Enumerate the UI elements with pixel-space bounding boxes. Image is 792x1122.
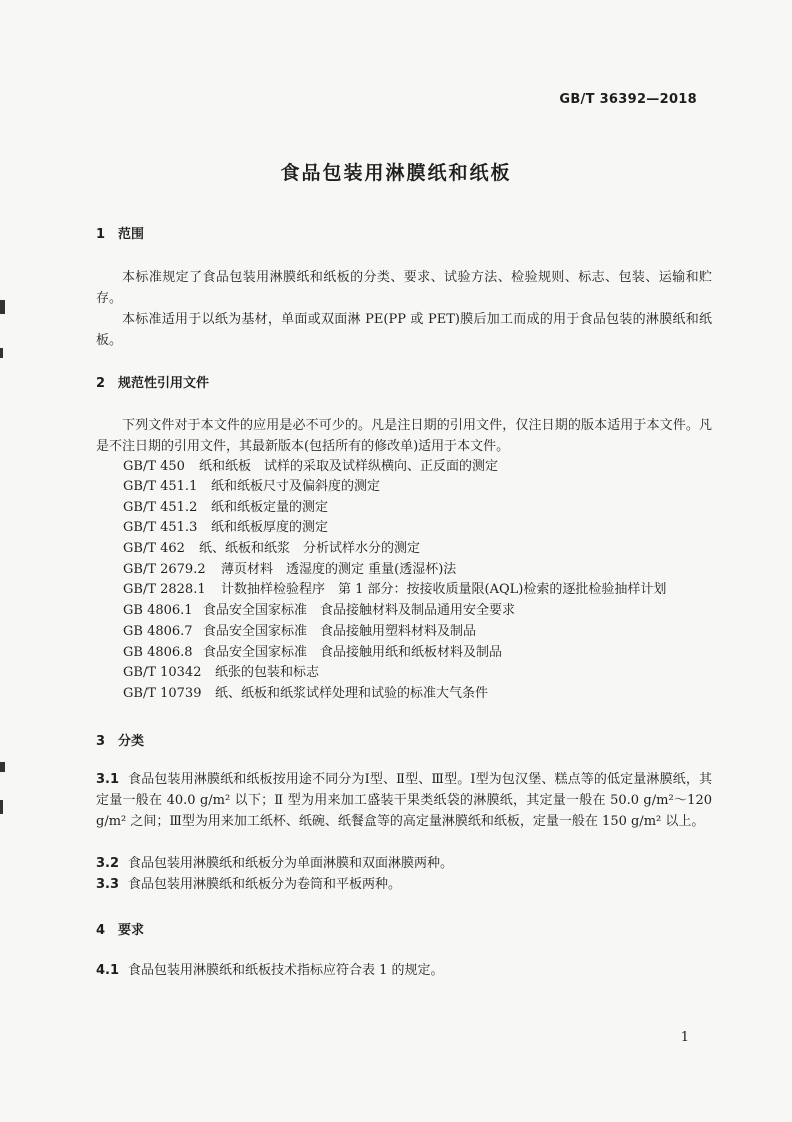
scan-edge-mark bbox=[0, 800, 3, 814]
scan-edge-mark bbox=[0, 300, 5, 314]
reference-code: GB/T 10342 bbox=[123, 665, 202, 680]
section-number: 4 bbox=[96, 923, 106, 938]
scan-edge-mark bbox=[0, 348, 3, 358]
reference-code: GB/T 462 bbox=[123, 541, 185, 556]
reference-title: 食品安全国家标准 食品接触材料及制品通用安全要求 bbox=[203, 603, 516, 618]
reference-code: GB/T 2679.2 bbox=[123, 562, 206, 577]
reference-item bbox=[123, 622, 476, 643]
section-number: 1 bbox=[96, 227, 106, 242]
reference-item bbox=[123, 684, 488, 705]
reference-title: 计数抽样检验程序 第 1 部分：按接收质量限(AQL)检索的逐批检验抽样计划 bbox=[221, 582, 667, 597]
clause-3-2 bbox=[96, 853, 712, 874]
section-title: 分类 bbox=[118, 734, 145, 749]
reference-item bbox=[123, 477, 380, 498]
reference-item bbox=[123, 539, 420, 560]
section-4-heading bbox=[96, 919, 144, 938]
section-2-heading bbox=[96, 372, 209, 391]
reference-code: GB/T 451.3 bbox=[123, 520, 198, 535]
reference-title: 纸张的包装和标志 bbox=[215, 665, 320, 680]
reference-title: 薄页材料 透湿度的测定 重量(透湿杯)法 bbox=[221, 562, 457, 577]
reference-title: 食品安全国家标准 食品接触用塑料材料及制品 bbox=[203, 624, 477, 639]
reference-item bbox=[123, 498, 328, 519]
clause-text: 食品包装用淋膜纸和纸板分为单面淋膜和双面淋膜两种。 bbox=[128, 856, 454, 871]
section-1-heading bbox=[96, 223, 144, 242]
reference-code: GB/T 451.2 bbox=[123, 500, 198, 515]
clause-number: 3.3 bbox=[96, 877, 120, 892]
clause-number: 3.2 bbox=[96, 856, 120, 871]
clause-number: 3.1 bbox=[96, 772, 120, 787]
reference-title: 纸和纸板 试样的采取及试样纵横向、正反面的测定 bbox=[199, 459, 499, 474]
reference-item bbox=[123, 601, 515, 622]
reference-code: GB/T 2828.1 bbox=[123, 582, 206, 597]
clause-3-1 bbox=[96, 769, 712, 832]
reference-code: GB 4806.7 bbox=[123, 624, 193, 639]
reference-item bbox=[123, 560, 456, 581]
reference-title: 纸和纸板尺寸及偏斜度的测定 bbox=[211, 479, 381, 494]
reference-code: GB/T 450 bbox=[123, 459, 185, 474]
section-title: 范围 bbox=[118, 227, 145, 242]
reference-code: GB/T 451.1 bbox=[123, 479, 198, 494]
scope-paragraph-2: 本标准适用于以纸为基材，单面或双面淋 PE(PP 或 PET)膜后加工而成的用于食品包装的淋膜纸和纸板。 bbox=[96, 312, 712, 348]
document-title: 食品包装用淋膜纸和纸板 bbox=[280, 162, 512, 184]
reference-code: GB 4806.1 bbox=[123, 603, 193, 618]
section-3-heading bbox=[96, 730, 144, 749]
reference-title: 纸、纸板和纸浆试样处理和试验的标准大气条件 bbox=[215, 686, 489, 701]
reference-title: 纸和纸板厚度的测定 bbox=[211, 520, 329, 535]
reference-title: 纸、纸板和纸浆 分析试样水分的测定 bbox=[199, 541, 421, 556]
reference-code: GB 4806.8 bbox=[123, 645, 193, 660]
reference-code: GB/T 10739 bbox=[123, 686, 202, 701]
reference-title: 纸和纸板定量的测定 bbox=[211, 500, 329, 515]
section-title: 要求 bbox=[118, 923, 145, 938]
reference-title: 食品安全国家标准 食品接触用纸和纸板材料及制品 bbox=[203, 645, 503, 660]
section-number: 2 bbox=[96, 376, 106, 391]
reference-item bbox=[123, 457, 498, 478]
section-number: 3 bbox=[96, 734, 106, 749]
reference-item bbox=[123, 643, 502, 664]
reference-item bbox=[123, 663, 319, 684]
clause-4-1 bbox=[96, 960, 712, 981]
reference-item bbox=[123, 518, 328, 539]
reference-item bbox=[123, 580, 666, 601]
page-number: 1 bbox=[680, 1030, 689, 1045]
references-intro: 下列文件对于本文件的应用是必不可少的。凡是注日期的引用文件，仅注日期的版本适用于本文件。凡是不注日期的引用文件，其最新版本(包括所有的修改单)适用于本文件。 bbox=[96, 418, 712, 454]
clause-text: 食品包装用淋膜纸和纸板技术指标应符合表 1 的规定。 bbox=[128, 963, 444, 978]
clause-text: 食品包装用淋膜纸和纸板按用途不同分为Ⅰ型、Ⅱ型、Ⅲ型。Ⅰ型为包汉堡、糕点等的低定量淋膜纸，其定量一般在 40.0 g/m² 以下；Ⅱ 型为用来加工盛装干果类纸袋的淋膜纸，其定量一般在 50.0 g/m²～120 g/m² 之间；Ⅲ型为用来加工纸杯、纸碗、纸餐盒等的高定量淋膜纸和纸板，定量一般在 150 g/m² 以上。 bbox=[96, 772, 712, 829]
clause-text: 食品包装用淋膜纸和纸板分为卷筒和平板两种。 bbox=[128, 877, 402, 892]
scope-paragraph-1: 本标准规定了食品包装用淋膜纸和纸板的分类、要求、试验方法、检验规则、标志、包装、运输和贮存。 bbox=[96, 270, 712, 306]
clause-number: 4.1 bbox=[96, 963, 120, 978]
clause-3-3 bbox=[96, 874, 712, 895]
section-title: 规范性引用文件 bbox=[118, 376, 210, 391]
scan-edge-mark bbox=[0, 762, 5, 772]
standard-code: GB/T 36392—2018 bbox=[559, 92, 697, 107]
